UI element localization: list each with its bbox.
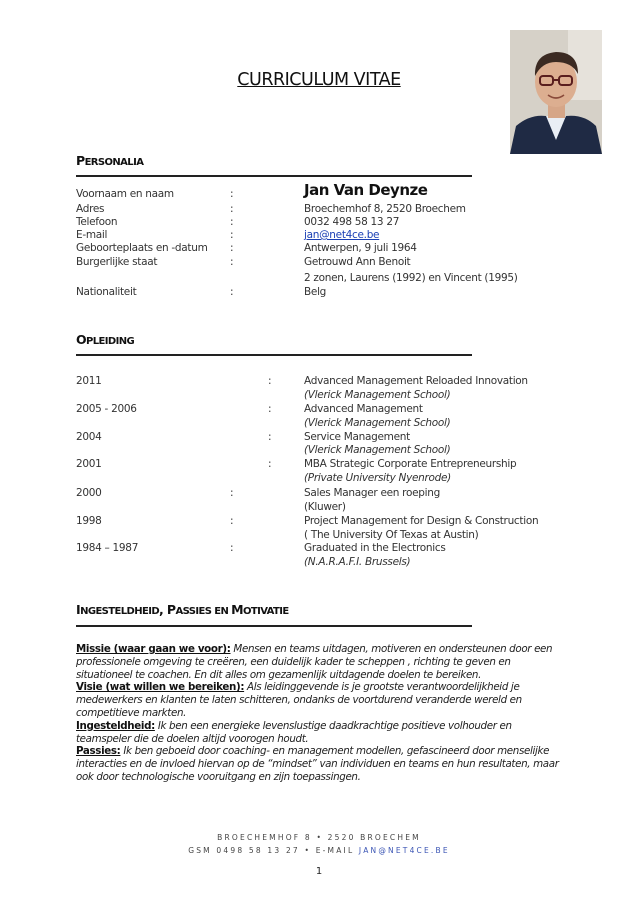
heading-part: OTIVATIE	[242, 606, 289, 617]
colon: :	[230, 286, 234, 298]
section-heading-opleiding	[76, 332, 134, 347]
personal-label: Geboorteplaats en -datum	[76, 242, 208, 254]
colon: :	[230, 216, 234, 228]
heading-part: M	[231, 602, 243, 617]
section-divider	[76, 625, 472, 627]
personal-label: Telefoon	[76, 216, 118, 228]
education-year: 1984 – 1987	[76, 542, 139, 554]
missie-text: Mensen en teams uitdagen, motiveren en ondersteunen door een professionele omgeving te creëren, een duidelijk kader te scheppen , richting te geven en situationeel te coachen. En dit alles om gezamenlijk uitdagende doelen te bereiken.	[76, 643, 553, 681]
education-course: Advanced Management	[304, 403, 423, 415]
heading-part: ASSIES EN	[175, 606, 232, 617]
colon: :	[230, 487, 234, 499]
colon: :	[230, 229, 234, 241]
heading-rest: ERSONALIA	[84, 157, 144, 168]
footer-contact	[0, 846, 638, 855]
education-course: MBA Strategic Corporate Entrepreneurship	[304, 458, 517, 470]
civil-status-value: Getrouwd Ann Benoit	[304, 256, 411, 268]
education-year: 2001	[76, 458, 102, 470]
personal-label: Voornaam en naam	[76, 188, 174, 200]
section-heading-personalia	[76, 153, 143, 168]
education-school: (Vlerick Management School)	[304, 417, 451, 429]
nationality-value: Belg	[304, 286, 327, 298]
education-year: 2011	[76, 375, 102, 387]
education-year: 1998	[76, 515, 102, 527]
visie-text: Als leidinggevende is je grootste verantwoordelijkheid je medewerkers en klanten te laten schitteren, ondanks de voortdurend veranderde wereld en competitieve markten.	[76, 681, 522, 719]
children-value: 2 zonen, Laurens (1992) en Vincent (1995)	[304, 272, 518, 284]
education-course: Service Management	[304, 431, 410, 443]
education-school: (Vlerick Management School)	[304, 444, 451, 456]
footer-address: BROECHEMHOF 8 • 2520 BROECHEM	[217, 833, 421, 842]
colon: :	[230, 242, 234, 254]
colon: :	[268, 403, 272, 415]
colon: :	[230, 188, 234, 200]
personal-label: Burgerlijke staat	[76, 256, 158, 268]
heading-rest: PLEIDING	[86, 336, 135, 347]
motivation-paragraph	[76, 643, 564, 784]
education-year: 2005 - 2006	[76, 403, 137, 415]
education-course: Graduated in the Electronics	[304, 542, 446, 554]
profile-photo	[510, 30, 602, 154]
colon: :	[268, 431, 272, 443]
passies-text: Ik ben geboeid door coaching- en management modellen, gefascineerd door menselijke interacties en de invloed hiervan op de “mindset” van individuen en teams en hun resultaten, maar ook door technologische vooruitgang en zijn toepassingen.	[76, 745, 559, 783]
section-divider	[76, 354, 472, 356]
full-name: Jan Van Deynze	[304, 181, 428, 199]
education-school: (N.A.R.A.F.I. Brussels)	[304, 556, 411, 568]
heading-part: , P	[159, 602, 176, 617]
personal-label: Nationaliteit	[76, 286, 137, 298]
education-school: (Private University Nyenrode)	[304, 472, 451, 484]
heading-initial: O	[76, 332, 87, 347]
footer-phone: GSM 0498 58 13 27 • E-MAIL	[188, 846, 359, 855]
education-course: Advanced Management Reloaded Innovation	[304, 375, 528, 387]
section-divider	[76, 175, 472, 177]
ingesteldheid-text: Ik ben een energieke levenslustige daadkrachtige positieve volhouder en teamspeler die de doelen altijd voorogen houdt.	[76, 719, 512, 745]
document-title: CURRICULUM VITAE	[237, 70, 401, 90]
footer-email-link[interactable]: JAN@NET4CE.BE	[358, 846, 450, 855]
education-year: 2000	[76, 487, 102, 499]
colon: :	[268, 458, 272, 470]
phone-value: 0032 498 58 13 27	[304, 216, 400, 228]
heading-initial: P	[76, 153, 85, 168]
colon: :	[230, 542, 234, 554]
education-school: ( The University Of Texas at Austin)	[304, 529, 479, 541]
personal-label: Adres	[76, 203, 105, 215]
colon: :	[230, 256, 234, 268]
colon: :	[230, 515, 234, 527]
education-school: (Kluwer)	[304, 501, 346, 513]
passies-label: Passies:	[76, 745, 121, 758]
heading-part: NGESTELDHEID	[80, 606, 160, 617]
personal-label: E-mail	[76, 229, 108, 241]
section-heading-motivatie	[76, 602, 289, 617]
education-course: Project Management for Design & Construction	[304, 515, 539, 527]
visie-label: Visie (wat willen we bereiken):	[76, 681, 245, 694]
education-course: Sales Manager een roeping	[304, 487, 440, 499]
education-year: 2004	[76, 431, 102, 443]
missie-label: Missie (waar gaan we voor):	[76, 643, 231, 655]
email-link[interactable]: jan@net4ce.be	[304, 229, 380, 241]
address-value: Broechemhof 8, 2520 Broechem	[304, 203, 466, 215]
ingesteldheid-label: Ingesteldheid:	[76, 719, 155, 732]
colon: :	[268, 375, 272, 387]
colon: :	[230, 203, 234, 215]
education-school: (Vlerick Management School)	[304, 389, 451, 401]
page-number: 1	[315, 866, 323, 877]
birth-value: Antwerpen, 9 juli 1964	[304, 242, 417, 254]
heading-part: I	[76, 602, 81, 617]
